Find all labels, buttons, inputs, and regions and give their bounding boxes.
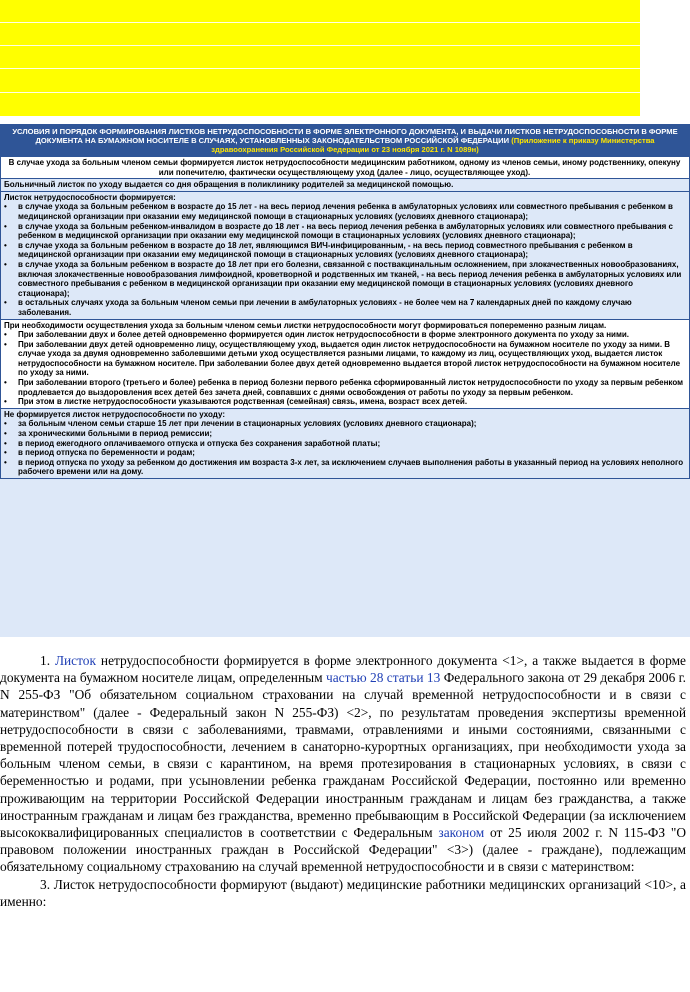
- section-heading: Не формируется листок нетрудоспособности по уходу:: [4, 409, 225, 419]
- list-item: • в случае ухода за больным ребенком в возрасте до 18 лет при его болезни, связанной с поствакцинальным осложнением, при злокачественных новообразованиях, включая злокачественные новообразования лимфоидной, кроветворной и родственных им тканей, - на весь период лечения ребенка в амбулаторных условиях или совместного пребывания с ребенком в медицинской организации при оказании ему медицинской помощи в стационарных условиях (условиях дневного стационара);: [14, 260, 685, 298]
- highlight-divider: [0, 45, 640, 46]
- paragraph-3: 3. Листок нетрудоспособности формируют (выдают) медицинские работники медицинских организаций <10>, а именно:: [0, 876, 686, 909]
- spacer: [0, 116, 690, 124]
- table-title-ref: (Приложение к приказу Министерства здравоохранения Российской Федерации от 23 ноября 2021 г. N 1089н): [211, 136, 655, 154]
- document-body: [0, 652, 686, 910]
- list-item: • в случае ухода за больным ребенком в возрасте до 18 лет, являющимся ВИЧ-инфицированным, - на весь период совместного пребывания с ребенком в медицинской организации при оказании ему медицинской помощи в стационарных условиях (условиях дневного стационара);: [14, 241, 685, 260]
- paragraph-text: нетрудоспособности формируется в форме электронного документа <1>, а также выдается в форме документа на бумажном носителе лицам, определенным: [0, 653, 686, 686]
- link-listok[interactable]: Листок: [54, 653, 97, 668]
- list-item: • в случае ухода за больным ребенком-инвалидом в возрасте до 18 лет - на весь период лечения ребенка в амбулаторных условиях или совместного пребывания с ребенком в медицинской организации при оказании ему медицинской помощи в стационарных условиях (условиях дневного стационара);: [14, 222, 685, 241]
- highlight-divider: [0, 68, 640, 69]
- list-item: • в период отпуска по уходу за ребенком до достижения им возраста 3-х лет, за исключением случаев выполнения работы в указанный период на условиях неполного рабочего времени или на дому.: [14, 458, 685, 477]
- list-item: • При заболевании второго (третьего и более) ребенка в период болезни первого ребенка сформированный листок нетрудоспособности по уходу за первым ребенком продлевается до выздоровления всех детей без зачета дней, совпавших с днями освобождения от работы по уходу за первым ребенком.: [14, 378, 685, 397]
- paragraph-1: [0, 652, 686, 876]
- highlighted-text-band: [0, 0, 640, 116]
- table-title: [0, 124, 690, 157]
- list-item: • При этом в листке нетрудоспособности указываются родственная (семейная) связь, имена, возраст всех детей.: [14, 397, 685, 407]
- paragraph-text: от 25 июля 2002 г. N 115-ФЗ "О правовом положении иностранных граждан в Российской Федерации" <3>) (далее - граждане), подлежащим обязательному социальному страхованию на случай временной нетрудоспособности и в связи с материнством:: [0, 825, 686, 875]
- list-item: • в период ежегодного оплачиваемого отпуска и отпуска без сохранения заработной платы;: [14, 439, 685, 449]
- highlight-divider: [0, 92, 640, 93]
- list-item: • При заболевании двух и более детей одновременно формируется один листок нетрудоспособности в форме электронного документа по уходу за ними.: [14, 330, 685, 340]
- paragraph-number: 1.: [40, 653, 55, 668]
- section-heading: Листок нетрудоспособности формируется:: [4, 192, 176, 202]
- list-item: • за хроническими больными в период ремиссии;: [14, 429, 685, 439]
- section-heading: При необходимости осуществления ухода за больным членом семьи листки нетрудоспособности могут формироваться попеременно разным лицам.: [4, 320, 607, 330]
- table-intro: В случае ухода за больным членом семьи формируется листок нетрудоспособности медицинским работником, одному из членов семьи, иному родственнику, опекуну или попечителю, фактически осуществляющему уход (далее - лицо, осуществляющее уход).: [0, 157, 690, 179]
- paragraph-text: Федерального закона от 29 декабря 2006 г. N 255-ФЗ "Об обязательном социальном страховании на случай временной нетрудоспособности и в связи с материнством" (далее - Федеральный закон N 255-ФЗ) <2>, по результатам проведения экспертизы временной нетрудоспособности в связи с заболеваниями, травмами, отравлениями и иными состояниями, связанными с временной потерей трудоспособности, лечением в санаторно-курортных организациях, при необходимости ухода за больным членом семьи, в связи с карантином, на время протезирования в стационарных условиях, в связи с беременностью и родами, при усыновлении ребенка гражданам Российской Федерации, постоянно или временно проживающим на территории Российской Федерации иностранным гражданам и лицам без гражданства, а также иностранным гражданам и лицам без гражданства, временно пребывающим в Российской Федерации (за исключением высококвалифицированных специалистов в соответствии с Федеральным: [0, 670, 687, 841]
- link-article-13[interactable]: частью 28 статьи 13: [326, 670, 441, 686]
- list-item: • При заболевании двух детей одновременно лицу, осуществляющему уход, выдается один листок нетрудоспособности на бумажном носителе по уходу за ними. В случае ухода за двумя одновременно заболевшими детьми уход осуществляется разными лицами, то каждому из лиц, осуществляющих уход, выдается листок нетрудоспособности на бумажном носителе. При заболевании более двух детей одновременно выдается второй листок нетрудоспособности на бумажном носителе по уходу за ними.: [14, 340, 685, 378]
- table-title-text: УСЛОВИЯ И ПОРЯДОК ФОРМИРОВАНИЯ ЛИСТКОВ НЕТРУДОСПОСОБНОСТИ В ФОРМЕ ЭЛЕКТРОННОГО ДОКУМЕНТА, И ВЫДАЧИ ЛИСТКОВ НЕТРУДОСПОСОБНОСТИ В ФОРМЕ ДОКУМЕНТА НА БУМАЖНОМ НОСИТЕЛЕ В СЛУЧАЯХ, УСТАНОВЛЕННЫХ ЗАКОНОДАТЕЛЬСТВОМ РОССИЙСКОЙ ФЕДЕРАЦИИ: [12, 127, 678, 145]
- section-formed: [0, 192, 690, 320]
- list-item: • в остальных случаях ухода за больным членом семьи при лечении в амбулаторных условиях - не более чем на 7 календарных дней по каждому случаю заболевания.: [14, 298, 685, 317]
- section-not-formed: [0, 409, 690, 479]
- info-table: [0, 124, 690, 637]
- list-item: • в случае ухода за больным ребенком в возрасте до 15 лет - на весь период лечения ребенка в амбулаторных условиях или совместного пребывания с ребенком в медицинской организации при оказании ему медицинской помощи в стационарных условиях (условиях дневного стационара);: [14, 202, 685, 221]
- table-first-day: Больничный листок по уходу выдается со дня обращения в поликлинику родителей за медицинской помощью.: [0, 179, 690, 192]
- section-alternate: [0, 320, 690, 409]
- list-item: • в период отпуска по беременности и родам;: [14, 448, 685, 458]
- highlight-divider: [0, 22, 640, 23]
- link-law[interactable]: законом: [438, 825, 485, 841]
- list-item: • за больным членом семьи старше 15 лет при лечении в стационарных условиях (условиях дневного стационара);: [14, 419, 685, 429]
